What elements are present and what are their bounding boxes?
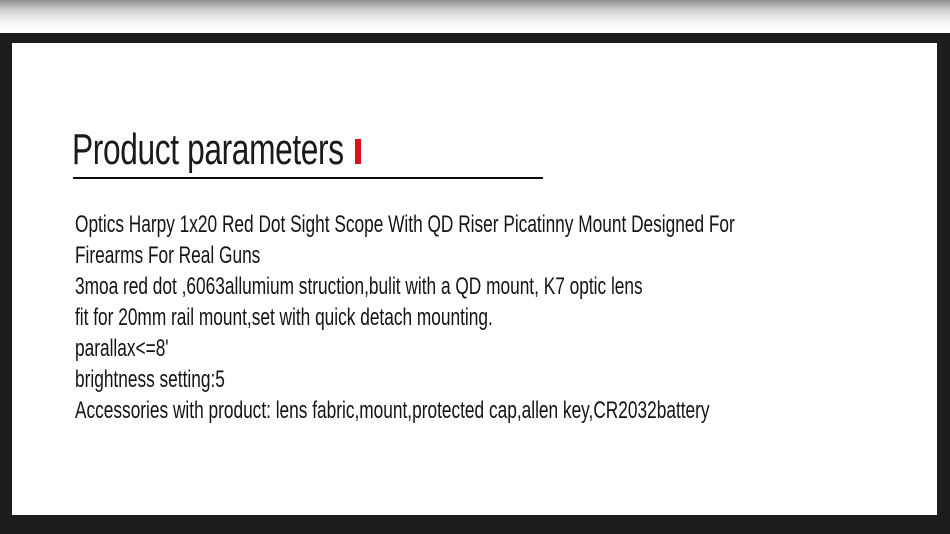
product-description: [75, 209, 935, 426]
description-line: Optics Harpy 1x20 Red Dot Sight Scope With QD Riser Picatinny Mount Designed For: [75, 211, 735, 238]
description-line: fit for 20mm rail mount,set with quick detach mounting.: [75, 304, 493, 331]
page-title: Product parameters: [72, 125, 344, 174]
description-line: parallax<=8': [75, 335, 169, 362]
description-line: 3moa red dot ,6063allumium struction,bulit with a QD mount, K7 optic lens: [75, 273, 643, 300]
content-panel: [12, 43, 937, 515]
description-line: Accessories with product: lens fabric,mount,protected cap,allen key,CR2032battery: [75, 397, 710, 424]
top-gradient-shadow: [0, 0, 950, 33]
black-frame-border: [0, 33, 950, 534]
description-line: brightness setting:5: [75, 366, 225, 393]
title-underline: [73, 177, 543, 179]
red-accent-bar: [355, 139, 361, 164]
description-line: Firearms For Real Guns: [75, 242, 261, 269]
